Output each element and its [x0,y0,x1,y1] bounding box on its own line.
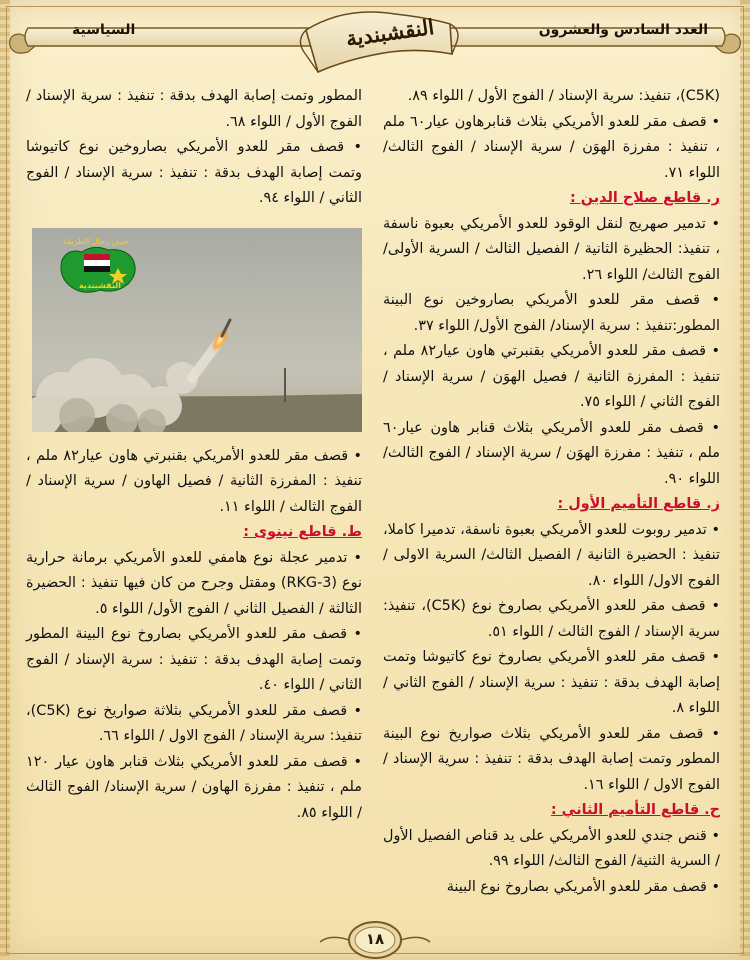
news-item: • قصف مقر للعدو الأمريكي بثلاث قنابر هاون عيار٦٠ ملم ، تنفيذ : مفرزة الهوَن / سرية الإسناد / الفوج الثالث/ اللواء ٩٠. [383,419,720,487]
logo-bottom-text: النقشبندية [79,280,121,290]
news-item: • تدمير روبوت للعدو الأمريكي بعبوة ناسفة، تدميرا كاملا، تنفيذ : الحضيرة الثانية / الفصيل الثالث/ السرية الاولى / الفوج الاول/ اللواء ٨٠. [383,521,720,589]
news-item: • قصف مقر للعدو الأمريكي بثلاث صواريخ نوع البينة المطور وتمت إصابة الهدف بدقة : تنفيذ : سرية الإسناد / الفوج الاول / اللواء ١٦. [383,725,720,793]
left-column [26,84,362,826]
news-item: (C5K)، تنفيذ: سرية الإسناد / الفوج الأول / اللواء ٨٩. [407,88,720,104]
right-column [383,84,720,900]
news-item: • قصف مقر للعدو الأمريكي بقنبرتي هاون عيار٨٢ ملم ، تنفيذ : المفرزة الثانية / فصيل الهاون / سرية الإسناد / الفوج الثالث / اللواء ١١. [26,447,362,515]
photo-image [32,228,362,432]
left-column-bottom [26,444,362,827]
news-item: • قصف مقر للعدو الأمريكي بصاروخين نوع البينة المطور:تنفيذ : سرية الإسناد/ الفوج الأول/ اللواء ٣٧. [383,292,720,334]
left-column-top [26,84,362,212]
news-item: • قصف مقر للعدو الأمريكي بصاروخ نوع (C5K)، تنفيذ: سرية الإسناد / الفوج الثالث / اللواء ٥١. [383,598,720,640]
magazine-title: النقشبندية [344,13,436,52]
section-heading: ز. قاطع التأميم الأول : [557,496,720,512]
news-item: • قصف مقر للعدو الأمريكي بصاروخين نوع كاتيوشا وتمت إصابة الهدف بدقة : تنفيذ : سرية الإسناد / الفوج الثاني / اللواء ٩٤. [26,139,362,206]
section-heading: ط. قاطع نينوى : [243,524,362,540]
news-item: • قصف مقر للعدو الأمريكي بصاروخ نوع كاتيوشا وتمت إصابة الهدف بدقة : تنفيذ : سرية الإسناد / الفوج الثاني / اللواء ٨. [383,649,720,716]
right-border [740,0,750,960]
rocket-launch-photo [32,228,362,432]
news-item: • تدمير عجلة نوع هامفي للعدو الأمريكي برمانة حرارية نوع (RKG-3) ومقتل وجرح من كان فيها تنفيذ : الحضيرة الثالثة / الفصيل الثاني / الفوج الأول/ اللواء ٥. [26,549,363,617]
section-heading: ح. قاطع التأميم الثاني : [550,802,720,818]
issue-number: العدد السادس والعشرون [538,22,708,38]
news-item: • تدمير صهريج لنقل الوقود للعدو الأمريكي بعبوة ناسفة ، تنفيذ: الحظيرة الثانية / الفصيل الثالث / السرية الأولى/ الفوج الثالث/ اللواء ٢٦. [383,215,720,283]
news-item: • قصف مقر للعدو الأمريكي بقنبرتي هاون عيار٨٢ ملم ، تنفيذ : المفرزة الثانية / فصيل الهوَن / سرية الإسناد / الفوج الثاني / اللواء ٧٥. [383,343,720,410]
news-item: • قصف مقر للعدو الأمريكي بصاروخ نوع البينة [446,878,720,895]
page-number: ١٨ [365,930,385,948]
section-heading: ر. قاطع صلاح الدين : [570,190,720,206]
logo-top-text: جيش رجال الطريقة [63,236,129,246]
news-item: • قصف مقر للعدو الأمريكي بثلاث قنابر هاون عيار ١٢٠ ملم ، تنفيذ : مفرزة الهاون / سرية الإسناد/ الفوج الثالث / اللواء ٨٥. [26,753,362,821]
news-item: • قصف مقر للعدو الأمريكي بصاروخ نوع البينة المطور وتمت إصابة الهدف بدقة : تنفيذ : سرية الإسناد / الفوج الثاني / اللواء ٤٠. [26,626,362,693]
news-item: • قنص جندي للعدو الأمريكي على يد قناص الفصيل الأول / السرية الثنية/ الفوج الثالث/ اللواء ٩٩. [383,827,720,869]
news-item: المطور وتمت إصابة الهدف بدقة : تنفيذ : سرية الإسناد / الفوج الأول / اللواء ٦٨. [26,88,362,130]
section-name: السياسية [72,22,136,38]
news-item: • قصف مقر للعدو الأمريكي بثلاثة صواريخ نوع (C5K)، تنفيذ: سرية الإسناد / الفوج الاول / اللواء ٦٦. [26,702,362,744]
left-border [0,0,10,960]
news-item: • قصف مقر للعدو الأمريكي بثلاث قنابرهاون عيار٦٠ ملم ، تنفيذ : مفرزة الهوَن / سرية الإسناد / الفوج الثالث/ اللواء ٧١. [383,113,721,181]
